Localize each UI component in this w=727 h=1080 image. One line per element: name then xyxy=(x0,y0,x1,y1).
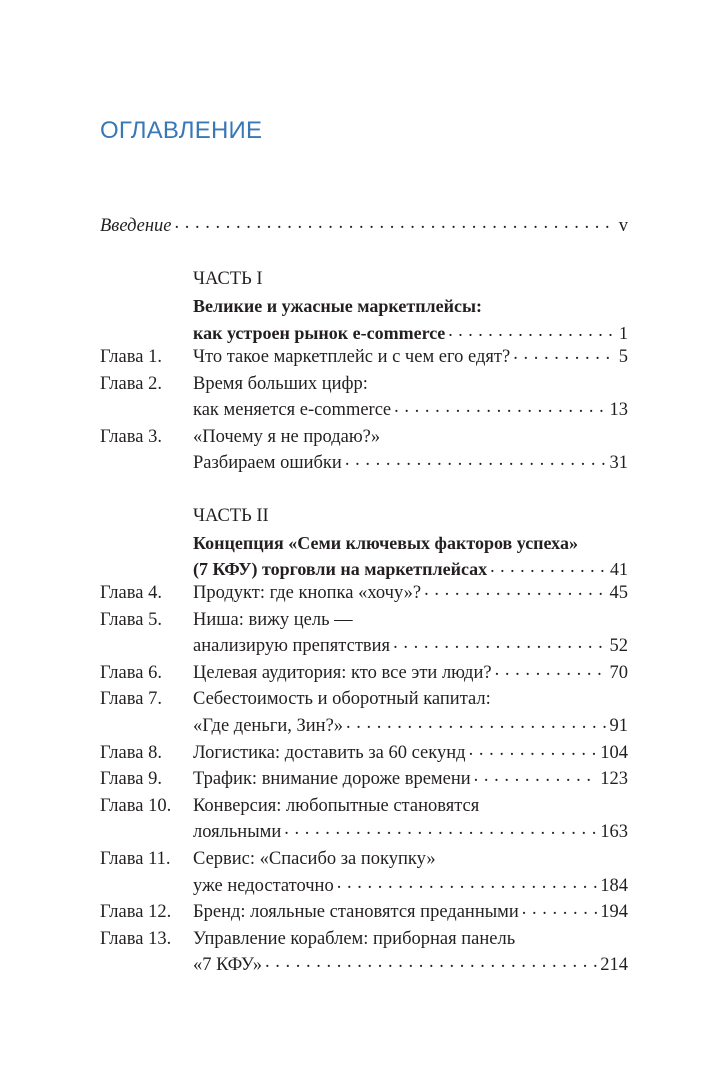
chapter-label: Глава 13. xyxy=(100,928,172,949)
dot-leader xyxy=(424,577,606,603)
chapter-label: Глава 3. xyxy=(100,426,162,447)
dot-leader xyxy=(448,317,616,343)
dot-leader xyxy=(345,447,607,473)
dot-leader xyxy=(265,949,597,975)
entry-title: Продукт: где кнопка «хочу»? xyxy=(193,583,422,603)
page-title: ОГЛАВЛЕНИЕ xyxy=(100,117,263,144)
dot-leader xyxy=(490,553,607,579)
entry-title: «Почему я не продаю?» xyxy=(193,426,381,447)
chapter-label: Глава 4. xyxy=(100,583,162,603)
toc-entry-chapter[interactable] xyxy=(100,926,516,952)
toc-entry-continuation[interactable] xyxy=(193,633,628,659)
entry-title: Время больших цифр: xyxy=(193,373,368,394)
dot-leader xyxy=(469,737,598,763)
chapter-label: Глава 7. xyxy=(100,689,162,710)
page-number: 91 xyxy=(609,716,628,736)
chapter-label: Глава 1. xyxy=(100,347,162,367)
part-title-line: Великие и ужасные маркетплейсы: xyxy=(193,296,483,316)
entry-title: Трафик: внимание дороже времени xyxy=(193,769,471,790)
entry-title: Бренд: лояльные становятся преданными xyxy=(193,902,519,923)
entry-title: «Где деньги, Зин?» xyxy=(193,716,344,736)
entry-title: (7 КФУ) торговли на маркетплейсах xyxy=(193,559,488,579)
entry-title: как устроен рынок e-commerce xyxy=(193,323,446,343)
entry-title: Что такое маркетплейс и с чем его едят? xyxy=(193,347,511,367)
toc-entry-chapter[interactable] xyxy=(100,846,436,872)
page-number: 41 xyxy=(610,559,628,579)
entry-title: Ниша: вижу цель — xyxy=(193,609,353,630)
toc-entry-continuation[interactable] xyxy=(193,397,628,423)
toc-entry-chapter[interactable] xyxy=(100,766,628,792)
toc-entry-chapter[interactable] xyxy=(100,899,628,925)
page-number: 31 xyxy=(609,453,628,474)
entry-title: Целевая аудитория: кто все эти люди? xyxy=(193,662,492,683)
part-label: ЧАСТЬ II xyxy=(193,506,269,526)
toc-entry-chapter[interactable] xyxy=(100,424,381,450)
dot-leader xyxy=(522,896,597,922)
dot-leader xyxy=(337,870,598,896)
toc-entry-chapter[interactable] xyxy=(100,580,628,606)
dot-leader xyxy=(474,763,598,789)
page-number: 45 xyxy=(609,583,628,603)
part-label: ЧАСТЬ I xyxy=(193,269,263,289)
chapter-label: Глава 9. xyxy=(100,769,162,790)
entry-title: «7 КФУ» xyxy=(193,955,263,976)
dot-leader xyxy=(284,816,597,842)
chapter-label: Глава 5. xyxy=(100,609,162,630)
chapter-label: Глава 6. xyxy=(100,662,162,683)
page-number: 104 xyxy=(600,742,628,763)
page-number: 1 xyxy=(619,323,628,343)
entry-title: уже недостаточно xyxy=(193,875,334,896)
entry-title: Управление кораблем: приборная панель xyxy=(193,928,516,949)
page-number: 5 xyxy=(618,347,628,367)
toc-entry-chapter[interactable] xyxy=(100,793,480,819)
page-number: 13 xyxy=(609,400,628,421)
entry-title: анализирую препятствия xyxy=(193,636,391,657)
dot-leader xyxy=(394,394,606,420)
entry-title: Разбираем ошибки xyxy=(193,453,342,474)
page-number: 123 xyxy=(600,769,628,790)
toc-entry-continuation[interactable] xyxy=(193,450,628,476)
entry-title: Сервис: «Спасибо за покупку» xyxy=(193,849,436,869)
dot-leader xyxy=(175,210,616,236)
toc-entry-chapter[interactable] xyxy=(100,607,353,633)
toc-entry-chapter[interactable] xyxy=(100,660,628,686)
toc-entry-chapter[interactable] xyxy=(100,740,628,766)
dot-leader xyxy=(393,630,606,656)
toc-entry-chapter[interactable] xyxy=(100,371,368,397)
page-number: 163 xyxy=(600,822,628,843)
chapter-label: Глава 12. xyxy=(100,902,172,923)
toc-entry-chapter[interactable] xyxy=(100,344,628,370)
chapter-label: Глава 10. xyxy=(100,795,172,816)
dot-leader xyxy=(346,710,606,736)
toc-entry-continuation[interactable] xyxy=(193,873,628,899)
page-number: 214 xyxy=(600,955,628,976)
chapter-label: Глава 11. xyxy=(100,849,171,869)
entry-title: Себестоимость и оборотный капитал: xyxy=(193,689,491,710)
toc-entry-intro[interactable] xyxy=(100,213,628,239)
page-number: 184 xyxy=(600,875,628,896)
entry-title: как меняется e-commerce xyxy=(193,400,392,421)
toc-entry-continuation[interactable] xyxy=(193,819,628,845)
page-number: v xyxy=(618,216,628,236)
chapter-label: Глава 2. xyxy=(100,373,162,394)
toc-entry-continuation[interactable] xyxy=(193,713,628,739)
entry-title: Логистика: доставить за 60 секунд xyxy=(193,742,466,763)
entry-title: лояльными xyxy=(193,822,282,843)
entry-title: Введение xyxy=(100,216,172,236)
page-number: 52 xyxy=(609,636,628,657)
dot-leader xyxy=(513,341,616,367)
toc-entry-chapter[interactable] xyxy=(100,686,491,712)
page-number: 70 xyxy=(609,662,628,683)
entry-title: Конверсия: любопытные становятся xyxy=(193,795,480,816)
toc-entry-continuation[interactable] xyxy=(193,952,628,978)
page-number: 194 xyxy=(600,902,628,923)
chapter-label: Глава 8. xyxy=(100,742,162,763)
part-title-line: Концепция «Семи ключевых факторов успеха» xyxy=(193,533,578,553)
dot-leader xyxy=(495,657,607,683)
